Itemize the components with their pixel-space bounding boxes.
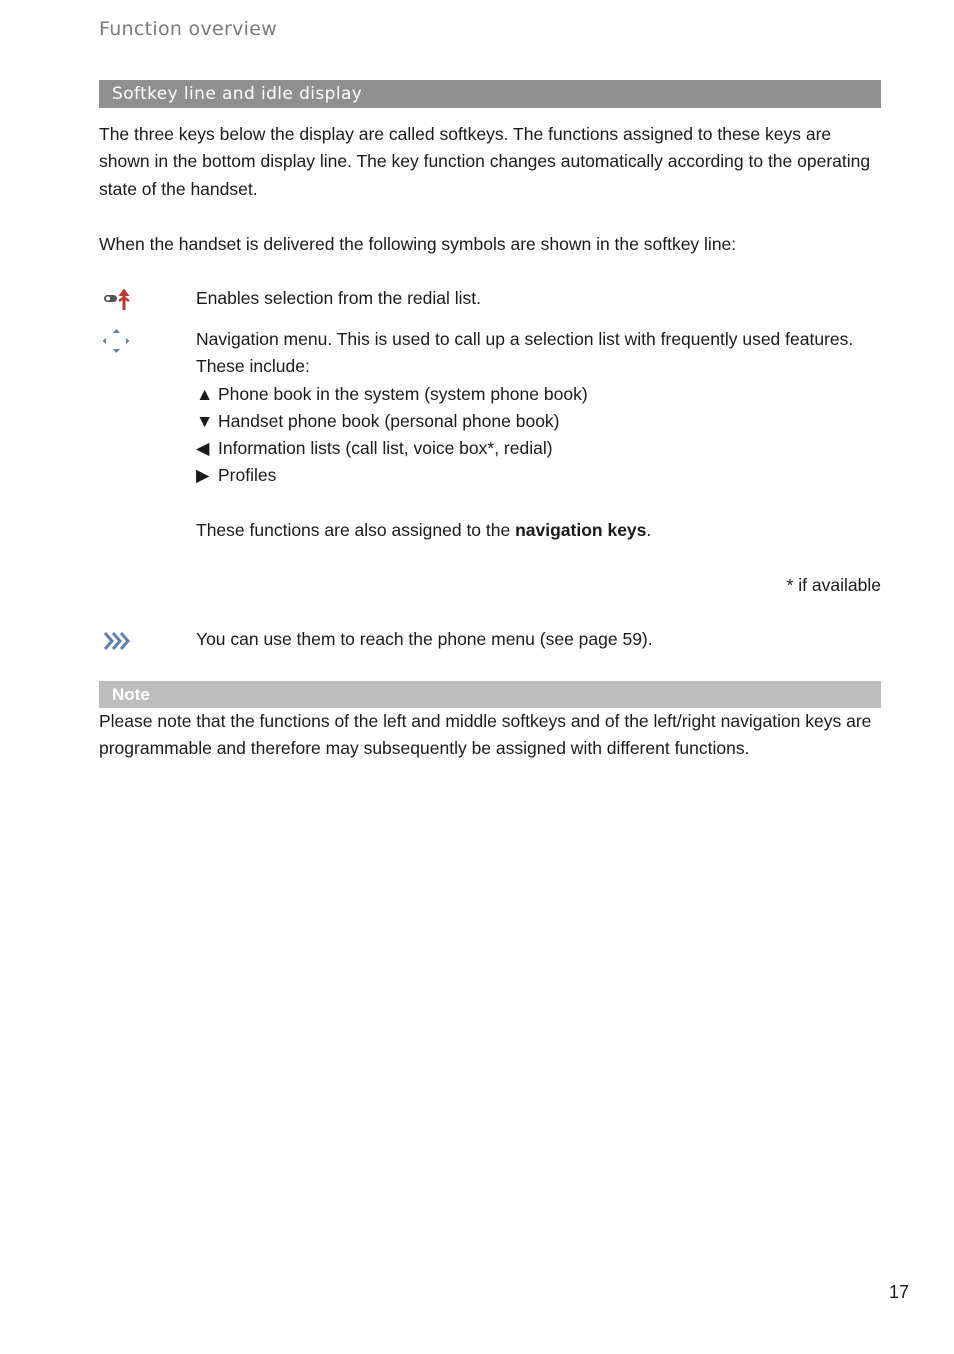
menu-description-text: You can use them to reach the phone menu (see page 59). <box>196 629 653 649</box>
navigation-item-handset-phonebook <box>196 408 886 435</box>
navigation-item-information-lists <box>196 435 886 462</box>
arrow-up-glyph: ▲ <box>196 383 214 404</box>
note-heading-text: Note <box>112 685 150 704</box>
navigation-cross-icon <box>102 328 132 354</box>
navigation-description <box>196 326 886 544</box>
navigation-line-1: Navigation menu. This is used to call up a selection list with frequently used features. <box>196 329 854 349</box>
navigation-keys-note <box>196 517 886 544</box>
softkey-symbols-intro: When the handset is delivered the following symbols are shown in the softkey line: <box>99 234 737 254</box>
navigation-item-profiles <box>196 462 886 489</box>
page-header: Function overview <box>99 18 278 40</box>
navigation-item-text: Phone book in the system (system phone book) <box>218 383 588 404</box>
redial-description-text: Enables selection from the redial list. <box>196 288 481 308</box>
navigation-item-text: Handset phone book (personal phone book) <box>218 410 560 431</box>
arrow-down-glyph: ▼ <box>196 410 214 431</box>
arrow-right-glyph: ▶ <box>196 465 210 486</box>
navigation-line-2: These include: <box>196 356 310 377</box>
intro-paragraph: The three keys below the display are called softkeys. The functions assigned to these keys are shown in the bottom display line. The key function changes automatically according to the operating state of the handset. <box>99 124 871 199</box>
arrow-left-glyph: ◀ <box>196 438 210 459</box>
navigation-keys-note-post: . <box>646 520 652 541</box>
navigation-item-text: Information lists (call list, voice box*, redial) <box>218 438 553 459</box>
navigation-item-system-phonebook <box>196 381 886 408</box>
navigation-keys-emphasis: navigation keys <box>515 520 647 541</box>
note-heading <box>99 681 881 708</box>
navigation-keys-note-pre: These functions are also assigned to the <box>196 520 516 541</box>
note-text: Please note that the functions of the left and middle softkeys and of the left/right navigation keys are programmable and therefore may subsequently be assigned with different functions. <box>99 711 872 759</box>
page-number: 17 <box>888 1282 909 1302</box>
footnote: * if available <box>786 575 881 595</box>
navigation-item-text: Profiles <box>218 465 277 486</box>
menu-arrows-icon <box>102 628 132 654</box>
section-heading <box>99 80 881 108</box>
menu-description <box>196 626 886 653</box>
redial-icon <box>102 286 132 312</box>
section-heading-text: Softkey line and idle display <box>112 84 363 104</box>
redial-description <box>196 285 886 312</box>
